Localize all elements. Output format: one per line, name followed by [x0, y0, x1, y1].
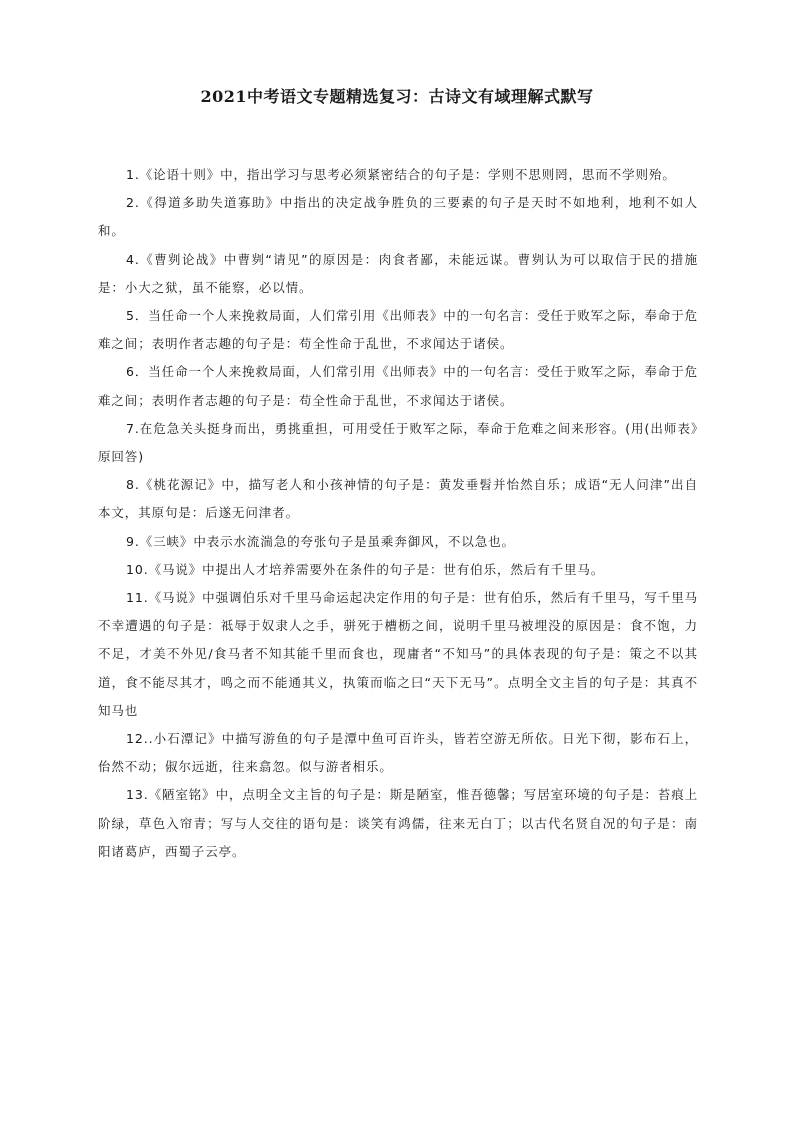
document-body	[98, 161, 698, 866]
paragraph-10: 10.《马说》中提出人才培养需要外在条件的句子是：世有伯乐，然后有千里马。	[126, 561, 605, 577]
paragraph-6: 6．当任命一个人来挽救局面，人们常引用《出师表》中的一句名言：受任于败军之际，奉命于危难之间；表明作者志趣的句子是：苟全性命于乱世，不求闻达于诸侯。	[98, 364, 698, 408]
paragraph-4: 4.《曹刿论战》中曹刿“请见”的原因是：肉食者鄙，未能远谋。曹刿认为可以取信于民的措施是：小大之狱，虽不能察，必以情。	[98, 251, 698, 295]
page-title: 2021中考语文专题精选复习：古诗文有域理解式默写	[200, 87, 594, 106]
paragraph-5: 5．当任命一个人来挽救局面，人们常引用《出师表》中的一句名言：受任于败军之际，奉命于危难之间；表明作者志趣的句子是：苟全性命于乱世，不求闻达于诸侯。	[98, 308, 698, 352]
paragraph-2: 2.《得道多助失道寡助》中指出的决定战争胜负的三要素的句子是天时不如地利，地利不如人和。	[98, 195, 698, 239]
paragraph-13: 13.《陋室铭》中，点明全文主旨的句子是：斯是陋室，惟吾德馨；写居室环境的句子是：苔痕上阶绿，草色入帘青；写与人交往的语句是：谈笑有鸿儒，往来无白丁；以古代名贤自况的句子是：南阳诸葛庐，西蜀子云亭。	[98, 787, 698, 859]
paragraph-1: 1.《论语十则》中，指出学习与思考必须紧密结合的句子是：学则不思则罔，思而不学则殆。	[126, 167, 676, 182]
paragraph-7: 7.在危急关头挺身而出，勇挑重担，可用受任于败军之际，奉命于危难之间来形容。(用(出师表》原回答)	[98, 420, 698, 465]
paragraph-11: 11.《马说》中强调伯乐对千里马命运起决定作用的句子是：世有伯乐，然后有千里马，写千里马不幸遭遇的句子是：祗辱于奴隶人之手，骈死于槽枥之间，说明千里马被埋没的原因是：食不饱，力不足，才美不外见/食马者不知其能千里而食也，现庸者“不知马”的具体表现的句子是：策之不以其道，食不能尽其才，鸣之而不能通其义，执策而临之曰“天下无马”。点明全文主旨的句子是：其真不知马也	[98, 590, 698, 718]
paragraph-8: 8.《桃花源记》中，描写老人和小孩神情的句子是：黄发垂髫并怡然自乐；成语“无人问津”出自本文，其原句是：后遂无问津者。	[98, 477, 698, 521]
paragraph-9: 9.《三峡》中表示水流湍急的夸张句子是虽乘奔御风，不以急也。	[126, 533, 515, 549]
paragraph-12: 12..小石潭记》中描写游鱼的句子是潭中鱼可百许头，皆若空游无所依。日光下彻，影布石上，佁然不动；俶尔远逝，往来翕忽。似与游者相乐。	[98, 731, 698, 775]
